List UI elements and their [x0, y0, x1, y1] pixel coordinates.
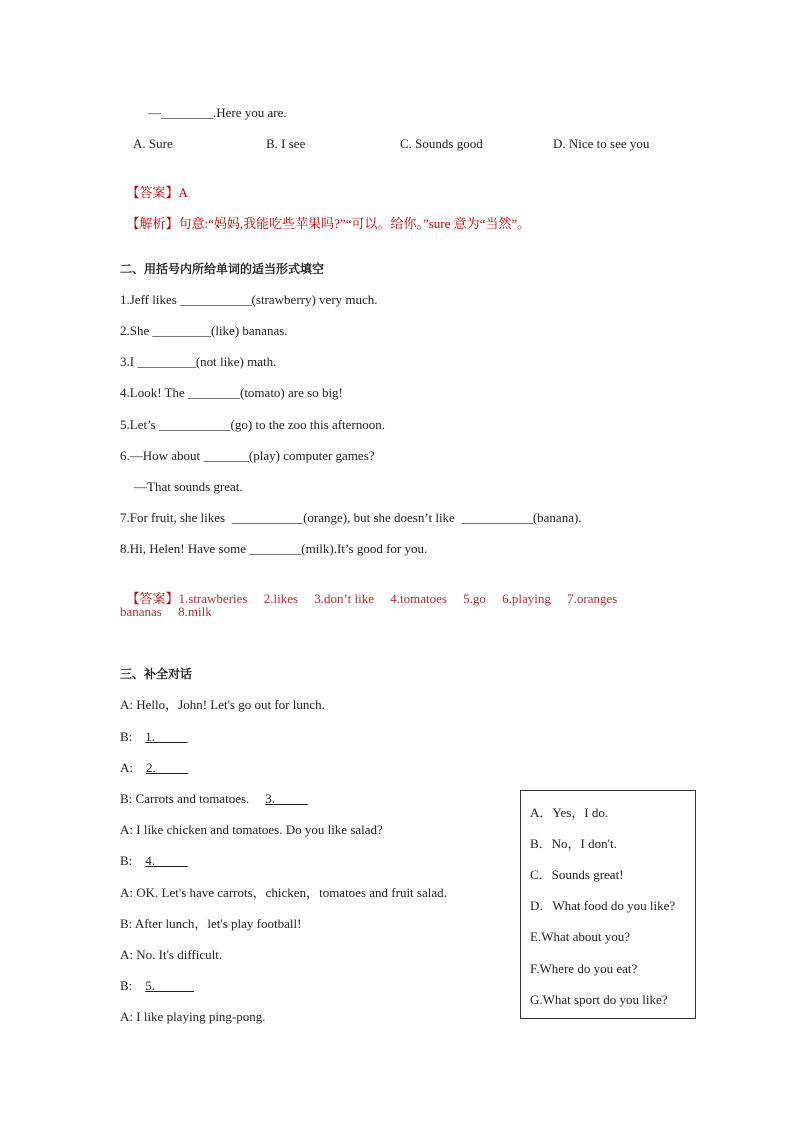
speaker: A: — [120, 1009, 133, 1024]
analysis-label: 【解析】 — [126, 216, 179, 231]
fill-item-6-reply: —That sounds great. — [134, 479, 243, 494]
speaker: A: — [120, 760, 133, 775]
analysis-text: 句意:“妈妈,我能吃些苹果吗?”“可以。给你。”sure 意为“当然”。 — [178, 216, 531, 231]
section2-answer-continued: bananas 8.milk — [120, 604, 212, 619]
dialogue-line — [120, 1008, 266, 1026]
option-a: A．Yes，I do. — [530, 805, 609, 820]
fill-item-8: 8.Hi, Helen! Have some ________(milk).It’s good for you. — [120, 541, 428, 556]
speaker: A: — [120, 947, 133, 962]
speaker: B: — [120, 853, 133, 868]
dialogue-text: I like chicken and tomatoes. Do you like salad? — [136, 822, 383, 837]
speaker: B: — [120, 791, 133, 806]
dialogue-text: No. It's difficult. — [136, 947, 223, 962]
option-g: G.What sport do you like? — [530, 992, 668, 1007]
speaker: A: — [120, 697, 133, 712]
speaker: B: — [120, 978, 133, 993]
dialogue-blank: 3._____ — [265, 791, 308, 806]
section2-heading: 二、用括号内所给单词的适当形式填空 — [120, 262, 325, 276]
fill-item-6: 6.—How about _______(play) computer games? — [120, 448, 375, 463]
dialogue-text: After lunch，let's play football! — [134, 916, 302, 931]
dialogue-line — [120, 884, 447, 902]
fill-item-3: 3.I _________(not like) math. — [120, 354, 277, 369]
option-e: E.What about you? — [530, 929, 630, 944]
dialogue-text: OK. Let's have carrots，chicken，tomatoes and fruit salad. — [136, 885, 447, 900]
fill-item-2: 2.She _________(like) bananas. — [120, 323, 288, 338]
dialogue-line — [120, 977, 194, 995]
choice-b: B. I see — [266, 136, 306, 151]
question-prompt: —________.Here you are. — [148, 105, 287, 120]
speaker: B: — [120, 916, 133, 931]
option-f: F.Where do you eat? — [530, 961, 638, 976]
section3-heading: 三、补全对话 — [120, 667, 193, 681]
dialogue-blank: 4._____ — [145, 853, 188, 868]
dialogue-blank: 5.______ — [145, 978, 195, 993]
answer-value: A — [178, 185, 188, 200]
option-d: D．What food do you like? — [530, 898, 676, 913]
dialogue-blank: 2._____ — [146, 760, 189, 775]
speaker: B: — [120, 729, 133, 744]
speaker: A: — [120, 822, 133, 837]
dialogue-text: I like playing ping-pong. — [136, 1009, 266, 1024]
fill-item-1: 1.Jeff likes ___________(strawberry) very much. — [120, 292, 378, 307]
dialogue-line — [120, 852, 188, 870]
analysis-line — [120, 197, 530, 233]
option-b: B．No，I don't. — [530, 836, 617, 851]
dialogue-line — [120, 821, 383, 839]
section2-answer-values: 1.strawberies 2.likes 3.don’t like 4.tomatoes 5.go 6.playing 7.oranges — [178, 591, 618, 606]
fill-item-5: 5.Let’s ___________(go) to the zoo this afternoon. — [120, 417, 386, 432]
dialogue-text: Hello，John! Let's go out for lunch. — [136, 697, 325, 712]
option-c: C．Sounds great! — [530, 867, 624, 882]
options-box — [520, 790, 696, 1019]
dialogue-blank: 1._____ — [145, 729, 188, 744]
dialogue-line — [120, 915, 301, 933]
dialogue-line — [120, 946, 222, 964]
choice-c: C. Sounds good — [400, 136, 483, 151]
dialogue-line — [120, 696, 325, 714]
dialogue-text: Carrots and tomatoes. — [135, 791, 250, 806]
fill-item-4: 4.Look! The ________(tomato) are so big! — [120, 385, 343, 400]
fill-item-7: 7.For fruit, she likes ___________(orange), but she doesn’t like ___________(banana). — [120, 510, 582, 525]
dialogue-line — [120, 759, 188, 777]
dialogue-line — [120, 728, 188, 746]
choice-a: A. Sure — [133, 136, 173, 151]
choice-d: D. Nice to see you — [553, 136, 650, 151]
speaker: A: — [120, 885, 133, 900]
section2-answer-label: 【答案】 — [126, 591, 179, 606]
answer-label: 【答案】 — [126, 185, 179, 200]
dialogue-line — [120, 790, 308, 808]
